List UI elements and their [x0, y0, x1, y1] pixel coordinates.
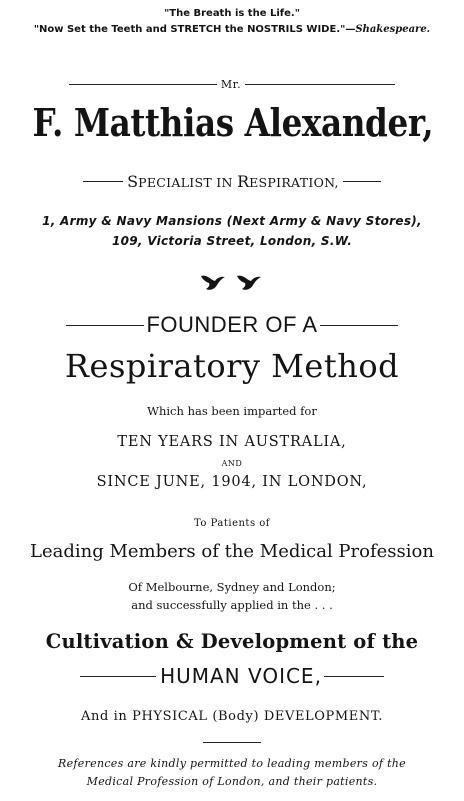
rule-left — [69, 84, 217, 85]
motto-attribution: —Shakespeare. — [345, 24, 431, 35]
address-line-2: 109, Victoria Street, London, S.W. — [111, 234, 353, 248]
method-name: Respiratory Method — [64, 347, 400, 385]
references-line-2: Medical Profession of London, and their patients. — [86, 775, 378, 788]
bird-fleuron-icon — [197, 270, 267, 294]
honorific: Mr. — [220, 78, 242, 91]
motto-quote-2: "Now Set the Teeth and STRETCH the NOSTRILS WIDE." — [33, 24, 346, 35]
human-voice-line — [0, 664, 464, 688]
title-line — [0, 78, 464, 91]
cultivation-text: Cultivation & Development of the — [45, 630, 419, 653]
leading-members-text: Leading Members of the Medical Profession — [30, 541, 434, 562]
address-line-1: 1, Army & Navy Mansions (Next Army & Navy Stores), — [42, 214, 422, 228]
applied-text: and successfully applied in the . . . — [131, 598, 333, 612]
divider-rule — [203, 742, 261, 743]
imparted-text: Which has been imparted for — [147, 404, 317, 418]
founder-line — [0, 312, 464, 338]
to-patients-text: To Patients of — [194, 518, 270, 529]
rule-left — [80, 676, 156, 677]
founder-text: FOUNDER OF A — [146, 312, 318, 337]
motto-quote-1: "The Breath is the Life." — [164, 8, 300, 19]
advertiser-name: F. Matthias Alexander, — [32, 100, 434, 145]
rule-left — [83, 181, 123, 182]
rule-right — [324, 676, 384, 677]
motto-line-1 — [0, 8, 464, 19]
rule-right — [245, 84, 395, 85]
physical-development-text: And in PHYSICAL (Body) DEVELOPMENT. — [81, 709, 383, 724]
human-voice-text: HUMAN VOICE, — [160, 664, 322, 688]
ornament — [0, 270, 464, 298]
and-text: AND — [221, 459, 243, 468]
specialty-text: SPECIALIST IN RESPIRATION, — [127, 172, 339, 191]
rule-right — [320, 325, 398, 326]
cities-text: Of Melbourne, Sydney and London; — [128, 580, 336, 594]
motto-line-2 — [0, 24, 464, 35]
specialist-line — [0, 172, 464, 191]
rule-left — [66, 325, 144, 326]
london-text: SINCE JUNE, 1904, IN LONDON, — [96, 474, 368, 490]
references-line-1: References are kindly permitted to leading members of the — [58, 757, 406, 770]
rule-right — [343, 181, 381, 182]
australia-text: TEN YEARS IN AUSTRALIA, — [117, 434, 347, 450]
